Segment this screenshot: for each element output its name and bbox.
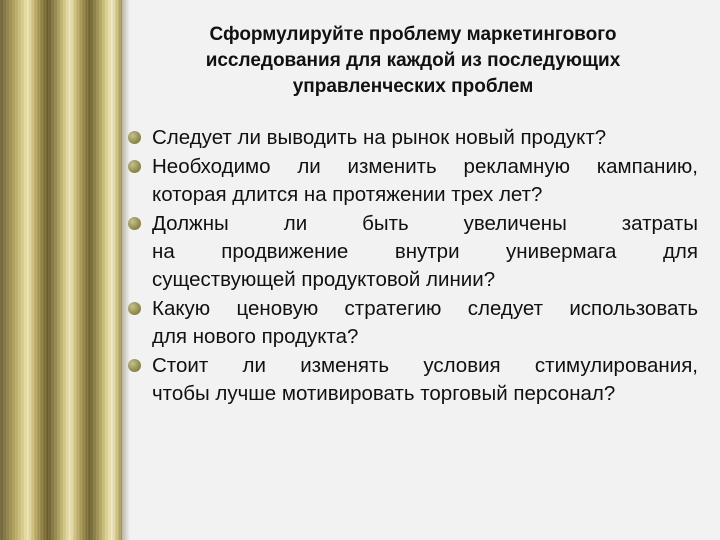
bullet-dot-icon	[128, 359, 141, 372]
bullet-dot-icon	[128, 160, 141, 173]
bullet-item	[126, 124, 698, 152]
bullet-text-line: на продвижение внутри универмага для	[152, 240, 698, 263]
bullet-text-line: Необходимо ли изменить рекламную кампанию,	[152, 155, 698, 178]
bullet-dot-icon	[128, 217, 141, 230]
bullet-item	[126, 295, 698, 351]
slide-title	[132, 22, 694, 100]
bullet-item	[126, 352, 698, 408]
decorative-stripe-border	[0, 0, 122, 540]
title-line-2: исследования для каждой из последующих	[205, 50, 621, 71]
bullet-dot-icon	[128, 302, 141, 315]
bullet-text-line: Стоит ли изменять условия стимулирования,	[152, 354, 698, 377]
bullet-text-line: Следует ли выводить на рынок новый продукт?	[152, 126, 607, 149]
bullet-text-line: чтобы лучше мотивировать торговый персонал?	[152, 382, 616, 405]
bullet-text-line: которая длится на протяжении трех лет?	[152, 183, 543, 206]
bullet-list	[126, 124, 698, 409]
title-line-3: управленческих проблем	[292, 76, 534, 97]
title-line-1: Сформулируйте проблему маркетингового	[209, 24, 617, 45]
bullet-dot-icon	[128, 131, 141, 144]
bullet-text-line: существующей продуктовой линии?	[152, 268, 496, 291]
bullet-text-line: Должны ли быть увеличены затраты	[152, 212, 698, 235]
bullet-text-line: для нового продукта?	[152, 325, 359, 348]
bullet-item	[126, 210, 698, 294]
bullet-item	[126, 153, 698, 209]
bullet-text-line: Какую ценовую стратегию следует использовать	[152, 297, 698, 320]
